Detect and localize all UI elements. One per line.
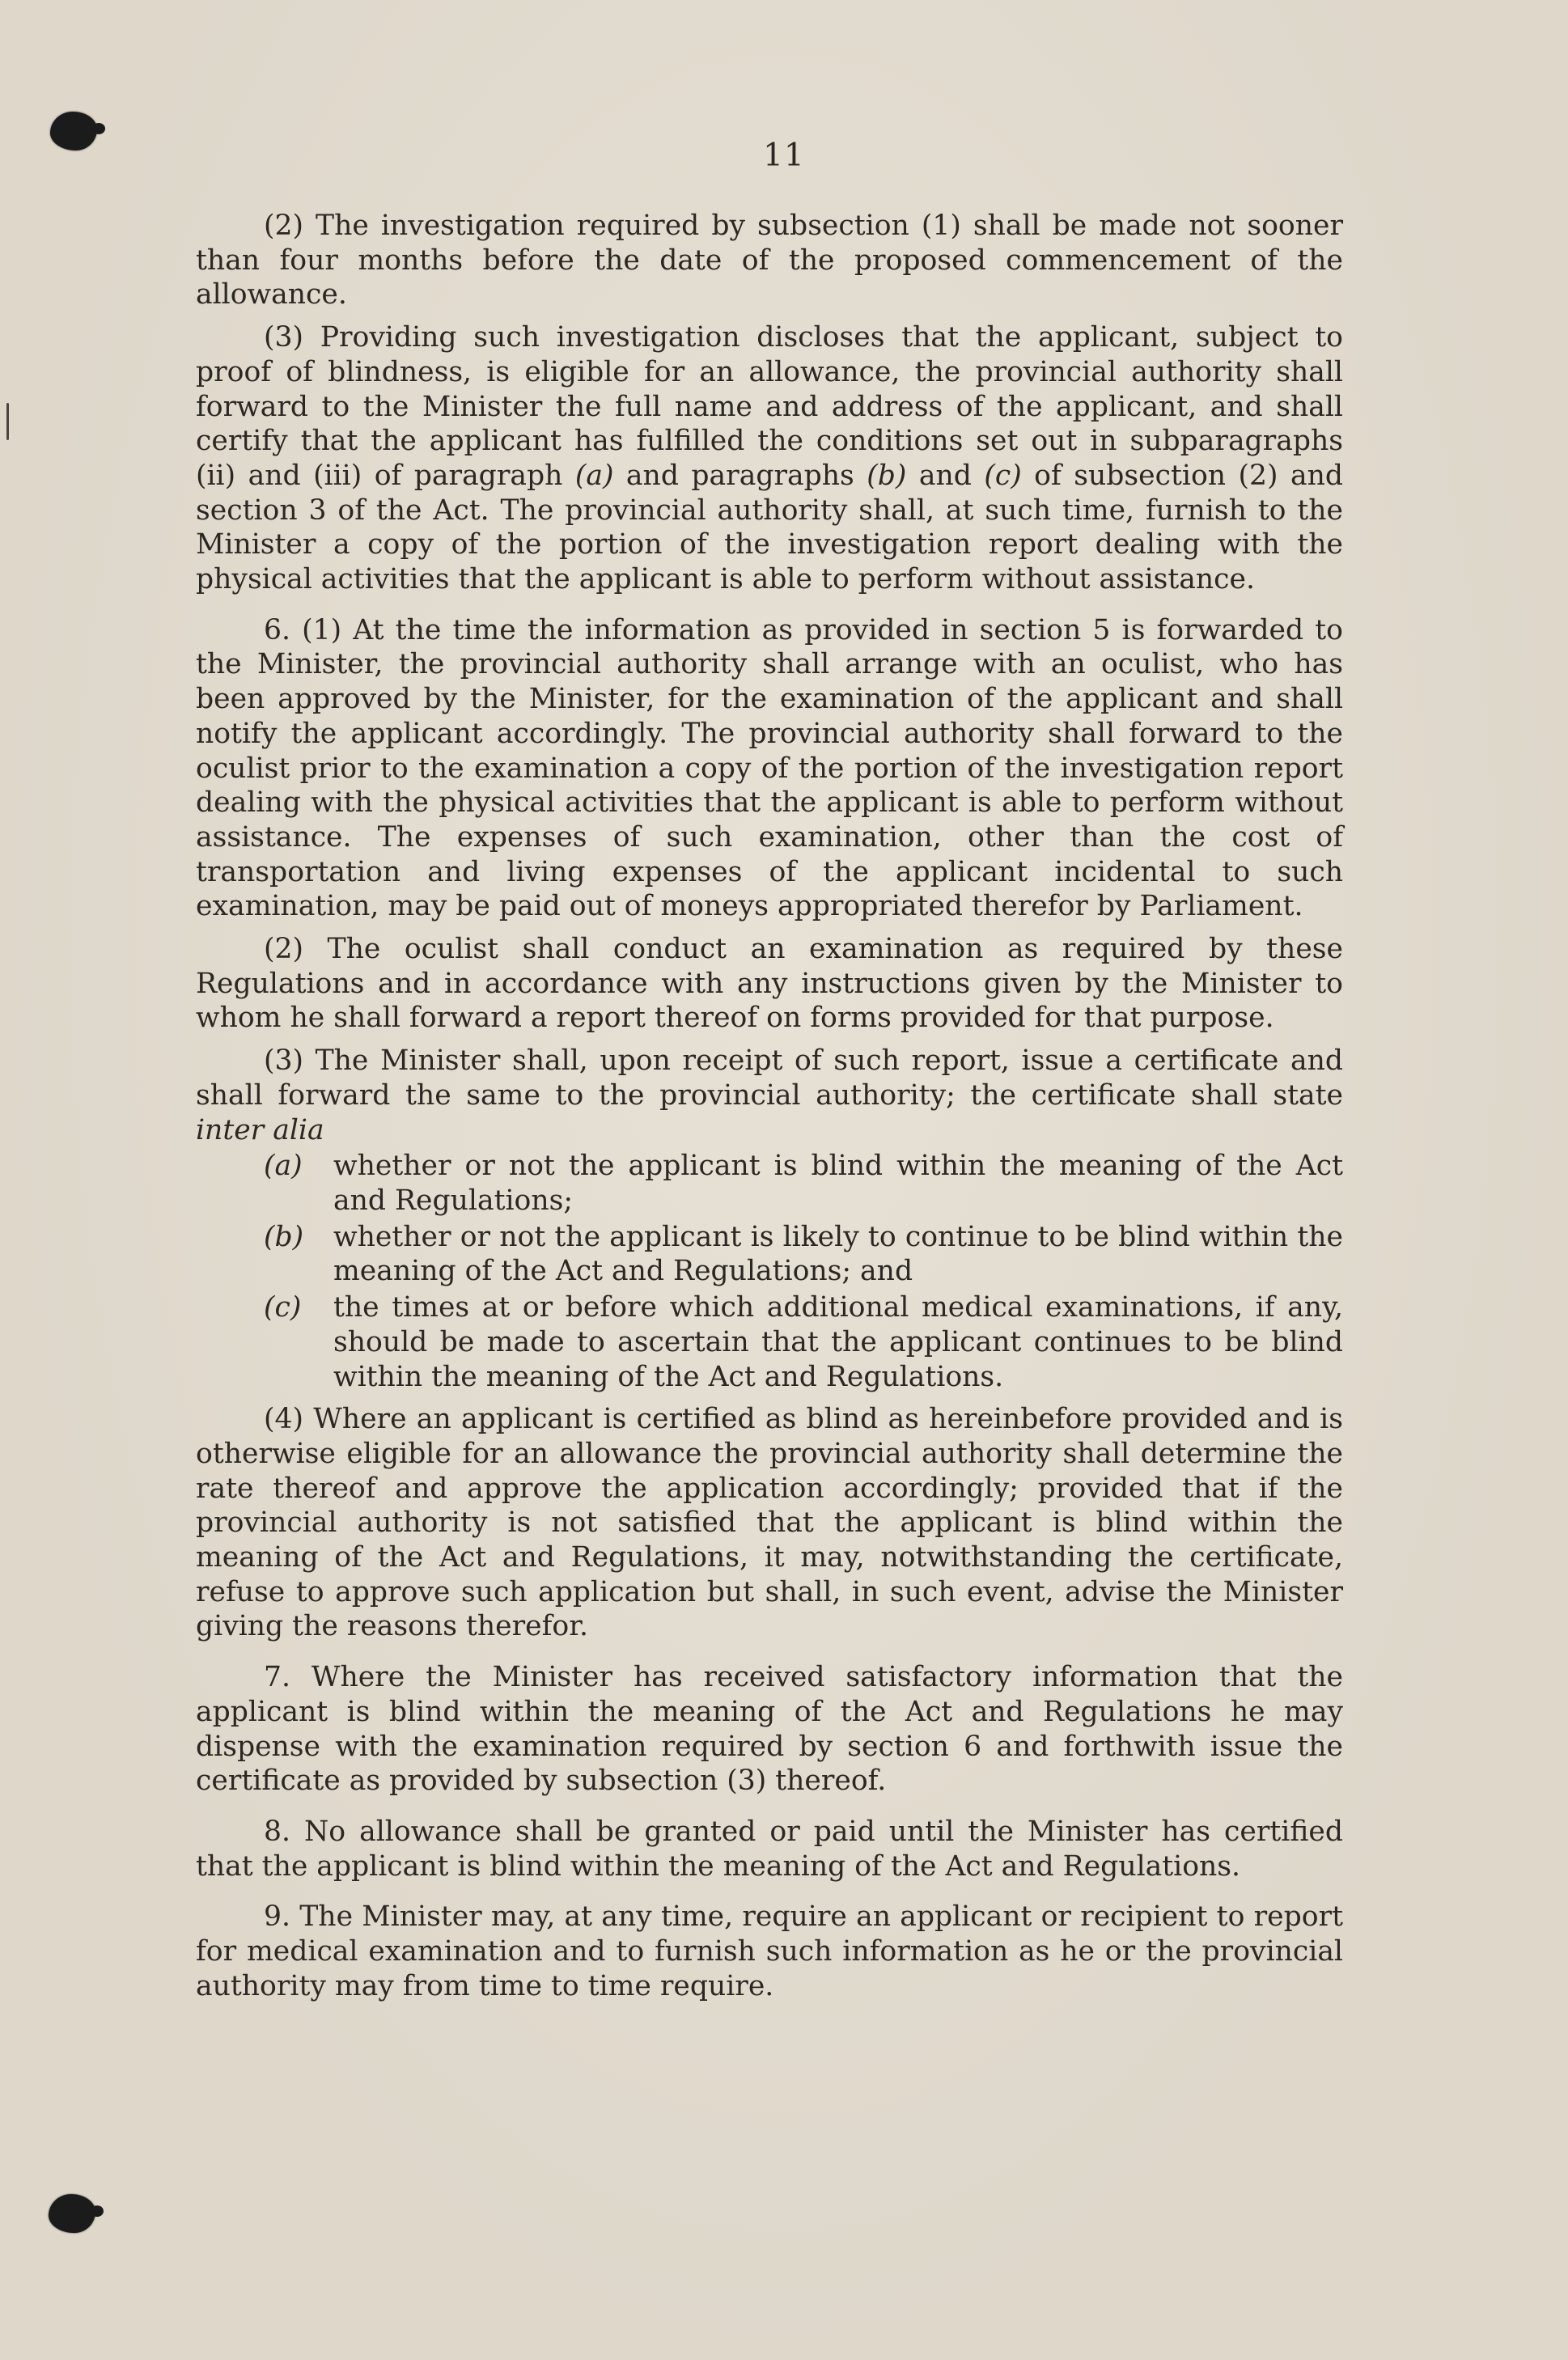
paragraph-5-3-text-c: and (906, 459, 985, 492)
clause-label: (b) (264, 1220, 304, 1253)
punch-hole-bottom (49, 2194, 95, 2233)
edge-mark (6, 403, 9, 440)
paragraph-ref-c: (c) (984, 459, 1022, 492)
section-6-2: (2) The oculist shall conduct an examination as required by these Regulations and in accordance with any instructions given by the Minister to whom he shall forward a report thereof on forms provided for that purpose. (196, 933, 1343, 1035)
clause-text: whether or not the applicant is blind within the meaning of the Act and Regulations; (333, 1150, 1343, 1217)
document-body (196, 209, 1343, 2003)
clause-b (196, 1220, 1343, 1289)
section-6-3-text: (3) The Minister shall, upon receipt of such report, issue a certificate and shall forward the same to the provincial authority; the certificate shall state (196, 1044, 1343, 1112)
clause-label: (c) (264, 1291, 302, 1324)
section-6-3-intro (196, 1044, 1343, 1147)
section-9: 9. The Minister may, at any time, require an applicant or recipient to report for medical examination and to furnish such information as he or the provincial authority may from time to time require. (196, 1900, 1343, 2002)
paragraph-5-2: (2) The investigation required by subsection (1) shall be made not sooner than four months before the date of the proposed commencement of the allowance. (196, 210, 1343, 311)
paragraph-ref-a: (a) (574, 459, 614, 492)
paragraph-5-3 (196, 320, 1343, 597)
section-7: 7. Where the Minister has received satisfactory information that the applicant is blind within the meaning of the Act and Regulations he may dispense with the examination required by section 6 and forthwith issue the certificate as provided by subsection (3) thereof. (196, 1661, 1343, 1798)
page-number: 11 (763, 138, 805, 174)
paragraph-ref-b: (b) (867, 459, 907, 492)
clause-text: the times at or before which additional medical examinations, if any, should be made to ascertain that the applicant continues to be blind within the meaning of the Act and Regulations. (333, 1291, 1343, 1393)
clause-label: (a) (264, 1150, 303, 1183)
paragraph-5-3-text-d: of subsection (2) and section 3 of the Act. The provincial authority shall, at such time, furnish to the Minister a copy of the portion of the investigation report dealing with the physical activities that the applicant is able to perform without assistance. (196, 459, 1343, 596)
clause-a (196, 1149, 1343, 1218)
clause-c (196, 1290, 1343, 1394)
section-8: 8. No allowance shall be granted or paid until the Minister has certified that the applicant is blind within the meaning of the Act and Regulations. (196, 1815, 1343, 1883)
section-6-4: (4) Where an applicant is certified as blind as hereinbefore provided and is otherwise eligible for an allowance the provincial authority shall determine the rate thereof and approve the application accordingly; provided that if the provincial authority is not satisfied that the applicant is blind within the meaning of the Act and Regulations, it may, notwithstanding the certificate, refuse to approve such application but shall, in such event, advise the Minister giving the reasons therefor. (196, 1403, 1343, 1643)
paragraph-5-3-text-b: and paragraphs (613, 459, 867, 492)
section-6-1: 6. (1) At the time the information as provided in section 5 is forwarded to the Minister, the provincial authority shall arrange with an oculist, who has been approved by the Minister, for the examination of the applicant and shall notify the applicant accordingly. The provincial authority shall forward to the oculist prior to the examination a copy of the portion of the investigation report dealing with the physical activities that the applicant is able to perform without assistance. The expenses of such examination, other than the cost of transportation and living expenses of the applicant incidental to such examination, may be paid out of moneys appropriated therefor by Parliament. (196, 613, 1343, 923)
inter-alia: inter alia (196, 1113, 324, 1146)
clause-text: whether or not the applicant is likely to continue to be blind within the meaning of the Act and Regulations; and (333, 1220, 1343, 1288)
paragraph-5-3-text-a: (3) Providing such investigation discloses that the applicant, subject to proof of blindness, is eligible for an allowance, the provincial authority shall forward to the Minister the full name and address of the applicant, and shall certify that the applicant has fulfilled the conditions set out in subparagraphs (ii) and (iii) of paragraph (196, 321, 1343, 492)
